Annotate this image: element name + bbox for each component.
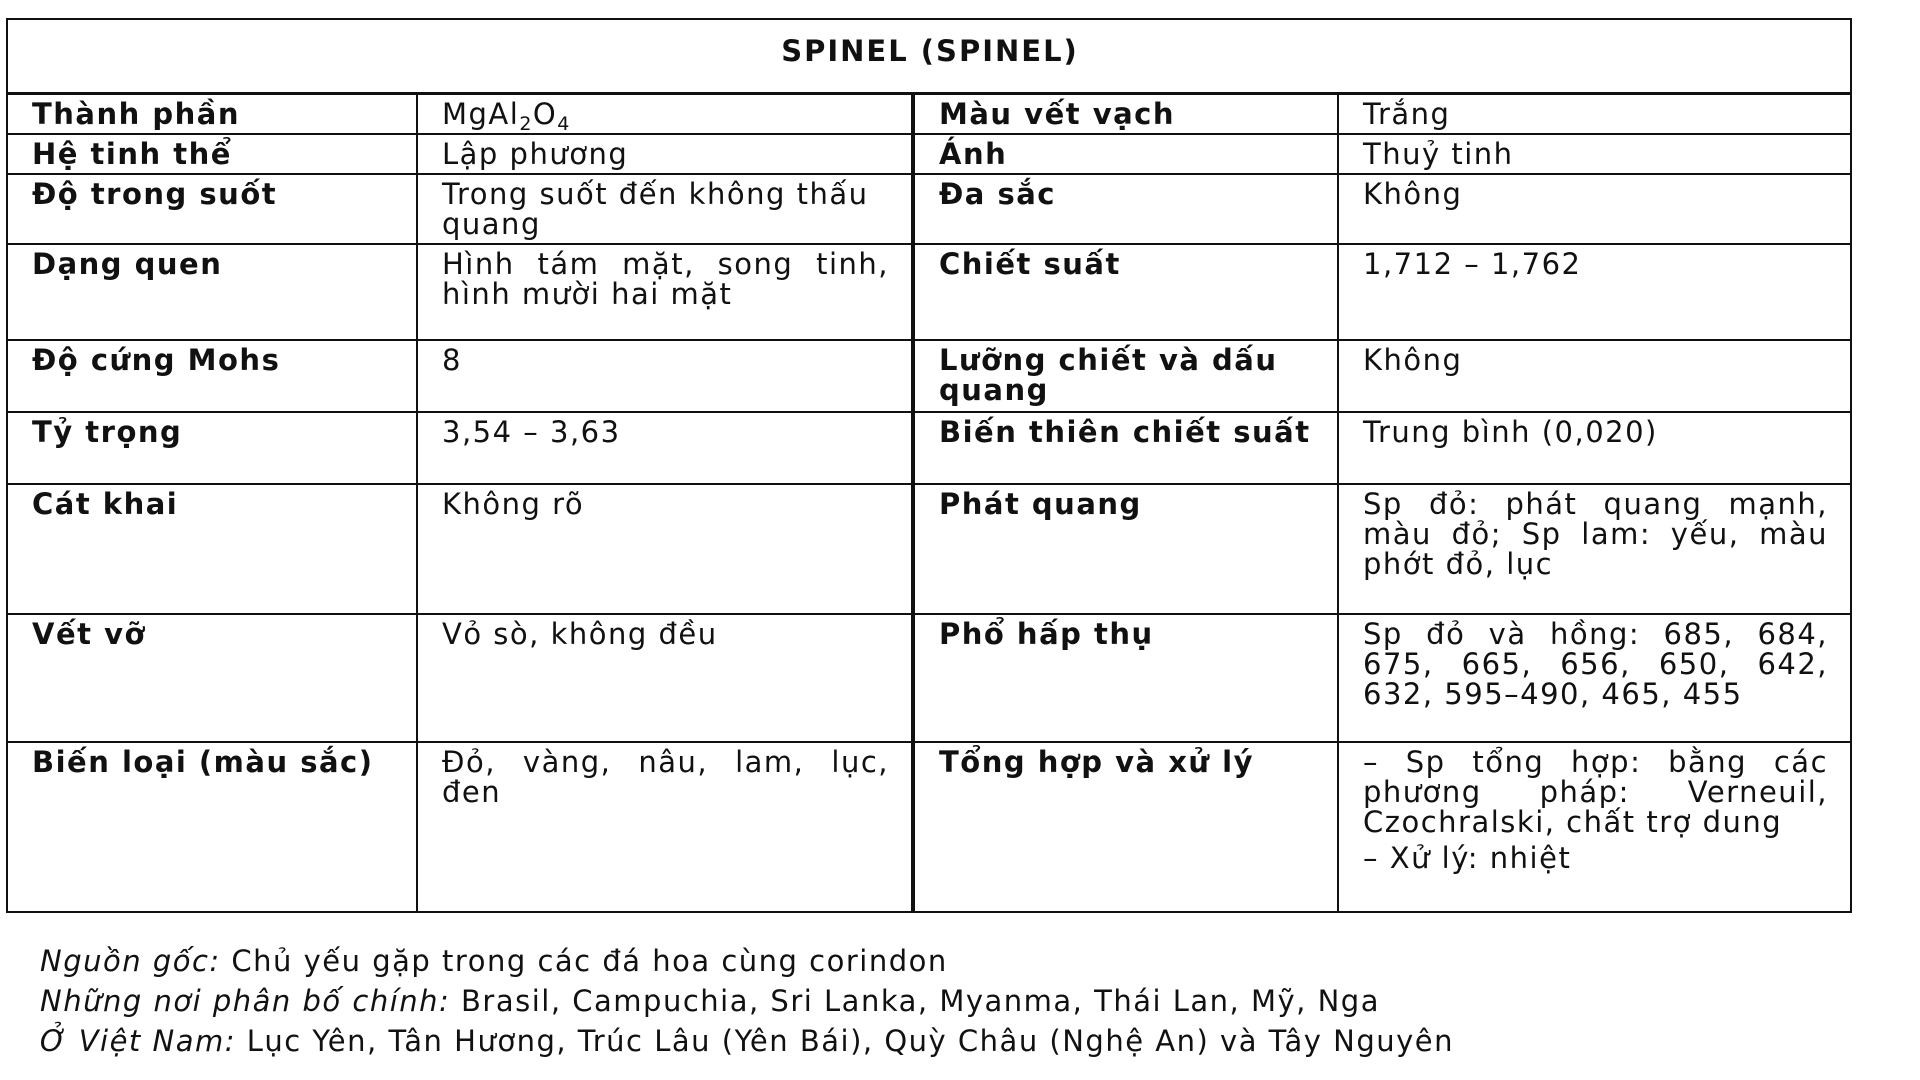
label-specific-gravity: Tỷ trọng: [7, 412, 417, 484]
spinel-properties-table: [6, 18, 1852, 913]
value-habit: Hình tám mặt, song tinh, hình mười hai mặt: [417, 244, 913, 340]
table-row: [7, 340, 1851, 412]
label-luminescence: Phát quang: [913, 484, 1338, 614]
spinel-sheet: [6, 18, 1850, 913]
title-row: [7, 19, 1851, 94]
distribution-label: Những nơi phân bố chính:: [40, 984, 451, 1018]
value-cleavage: Không rõ: [417, 484, 913, 614]
value-birefringence: Không: [1338, 340, 1851, 412]
formula-subscript: 2: [519, 113, 533, 135]
label-cleavage: Cát khai: [7, 484, 417, 614]
label-birefringence: Lưỡng chiết và dấu quang: [913, 340, 1338, 412]
table-row: [7, 244, 1851, 340]
value-crystal-system: Lập phương: [417, 134, 913, 174]
value-varieties: Đỏ, vàng, nâu, lam, lục, đen: [417, 742, 913, 912]
value-composition: [417, 94, 913, 135]
label-synthesis-treatment: Tổng hợp và xử lý: [913, 742, 1338, 912]
table-row: [7, 174, 1851, 244]
value-refractive-index: 1,712 – 1,762: [1338, 244, 1851, 340]
value-specific-gravity: 3,54 – 3,63: [417, 412, 913, 484]
table-row: [7, 484, 1851, 614]
label-habit: Dạng quen: [7, 244, 417, 340]
label-pleochroism: Đa sắc: [913, 174, 1338, 244]
value-fracture: Vỏ sò, không đều: [417, 614, 913, 742]
table-row: [7, 742, 1851, 912]
formula-subscript: 4: [557, 113, 571, 135]
value-luminescence: Sp đỏ: phát quang mạnh, màu đỏ; Sp lam: yếu, màu phớt đỏ, lục: [1338, 484, 1851, 614]
label-refractive-index: Chiết suất: [913, 244, 1338, 340]
formula-part: MgAl: [442, 97, 520, 131]
vietnam-text: Lục Yên, Tân Hương, Trúc Lâu (Yên Bái), Quỳ Châu (Nghệ An) và Tây Nguyên: [236, 1024, 1455, 1058]
label-dispersion: Biến thiên chiết suất: [913, 412, 1338, 484]
table-row: [7, 614, 1851, 742]
label-transparency: Độ trong suốt: [7, 174, 417, 244]
value-pleochroism: Không: [1338, 174, 1851, 244]
label-fracture: Vết vỡ: [7, 614, 417, 742]
origin-text: Chủ yếu gặp trong các đá hoa cùng corindon: [220, 944, 948, 978]
vietnam-note: [40, 1025, 1830, 1057]
distribution-note: [40, 985, 1830, 1017]
origin-note: [40, 945, 1830, 977]
vietnam-label: Ở Việt Nam:: [40, 1024, 237, 1058]
table-row: [7, 134, 1851, 174]
footer-notes: [40, 945, 1830, 1065]
synthesis-line: – Sp tổng hợp: bằng các phương pháp: Verneuil, Czochralski, chất trợ dung: [1363, 745, 1829, 839]
label-crystal-system: Hệ tinh thể: [7, 134, 417, 174]
label-mohs-hardness: Độ cứng Mohs: [7, 340, 417, 412]
label-varieties: Biến loại (màu sắc): [7, 742, 417, 912]
treatment-line: – Xử lý: nhiệt: [1363, 841, 1572, 875]
label-absorption-spectrum: Phổ hấp thụ: [913, 614, 1338, 742]
table-title: SPINEL (SPINEL): [7, 19, 1851, 94]
value-mohs-hardness: 8: [417, 340, 913, 412]
value-synthesis-treatment: [1338, 742, 1851, 912]
label-luster: Ánh: [913, 134, 1338, 174]
label-composition: Thành phần: [7, 94, 417, 135]
distribution-text: Brasil, Campuchia, Sri Lanka, Myanma, Thái Lan, Mỹ, Nga: [450, 984, 1380, 1018]
table-row: [7, 94, 1851, 135]
label-streak: Màu vết vạch: [913, 94, 1338, 135]
formula-part: O: [532, 97, 558, 131]
value-dispersion: Trung bình (0,020): [1338, 412, 1851, 484]
value-transparency: Trong suốt đến không thấu quang: [417, 174, 913, 244]
value-streak: Trắng: [1338, 94, 1851, 135]
value-luster: Thuỷ tinh: [1338, 134, 1851, 174]
origin-label: Nguồn gốc:: [40, 944, 221, 978]
table-row: [7, 412, 1851, 484]
value-absorption-spectrum: Sp đỏ và hồng: 685, 684, 675, 665, 656, 650, 642, 632, 595–490, 465, 455: [1338, 614, 1851, 742]
